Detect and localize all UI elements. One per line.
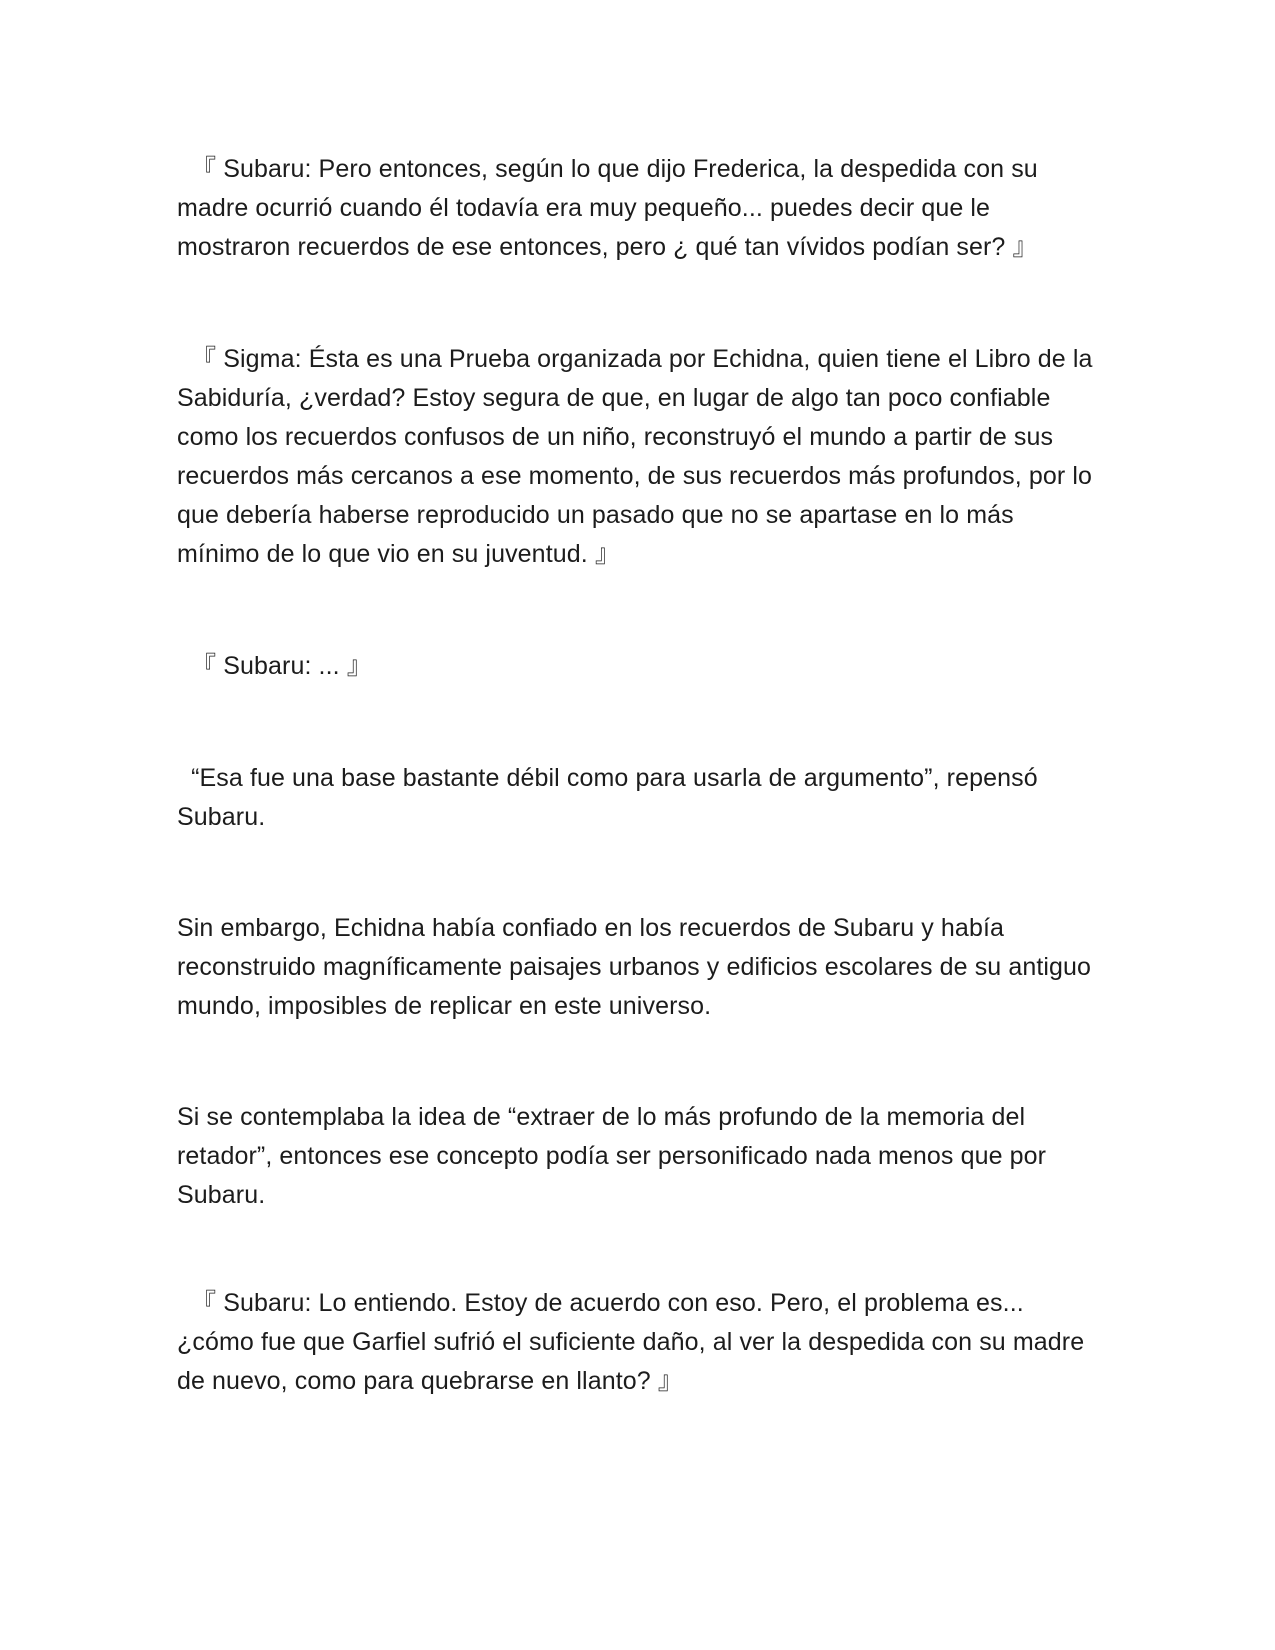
paragraph-narration-memory: Si se contemplaba la idea de “extraer de lo más profundo de la memoria del retador”, entonces ese concepto podía ser personificado nada menos que por Subaru. [177,1103,1054,1209]
paragraph-sigma-answer: 『 Sigma: Ésta es una Prueba organizada por Echidna, quien tiene el Libro de la Sabiduría, ¿verdad? Estoy segura de que, en lugar de algo tan poco confiable como los recuerdos confusos de un niño, reconstruyó el mundo a partir de sus recuerdos más cercanos a ese momento, de sus recuerdos más profundos, por lo que debería haberse reproducido un pasado que no se apartase en lo más mínimo de lo que vio en su juventud. 』 [177,345,1100,568]
paragraph-subaru-garfiel: 『 Subaru: Lo entiendo. Estoy de acuerdo con eso. Pero, el problema es... ¿cómo fue que Garfiel sufrió el suficiente daño, al ver la despedida con su madre de nuevo, como para quebrarse en llanto? 』 [177,1289,1092,1395]
paragraph-spacer [177,1215,1102,1284]
paragraph-spacer [177,574,1102,647]
paragraph-subaru-silence: 『 Subaru: ... 』 [177,652,372,680]
paragraph-spacer [177,1026,1102,1098]
paragraph-subaru-thought: “Esa fue una base bastante débil como para usarla de argumento”, repensó Subaru. [177,764,1045,831]
paragraph-spacer [177,267,1102,340]
paragraph-spacer [177,837,1102,909]
paragraph-subaru-question: 『 Subaru: Pero entonces, según lo que dijo Frederica, la despedida con su madre ocurrió cuando él todavía era muy pequeño... puedes decir que le mostraron recuerdos de ese entonces, pero ¿ qué tan vívidos podían ser? 』 [177,155,1045,261]
document-body [177,150,1102,1401]
paragraph-spacer [177,686,1102,759]
paragraph-narration-echidna: Sin embargo, Echidna había confiado en los recuerdos de Subaru y había reconstruido magníficamente paisajes urbanos y edificios escolares de su antiguo mundo, imposibles de replicar en este universo. [177,914,1099,1020]
